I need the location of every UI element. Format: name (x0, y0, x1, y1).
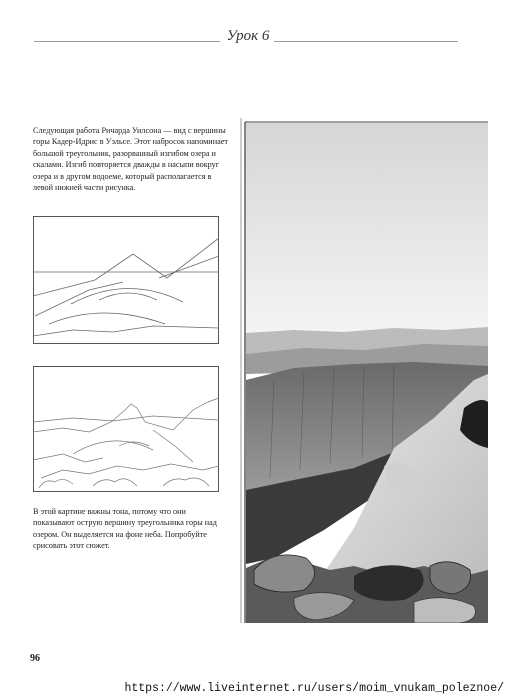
tone-paragraph: В этой картине важны тона, потому что они показывают острую вершину треугольника горы над озером. Он выделяется на фоне неба. Попробуйте срисовать этот сюжет. (33, 507, 217, 551)
construction-sketch-icon (33, 216, 219, 344)
pencil-landscape-drawing-icon (234, 118, 488, 623)
header-rule-left (34, 41, 220, 42)
lesson-heading: Урок 6 (226, 28, 270, 44)
header-rule-right (274, 41, 458, 42)
outline-sketch-icon (33, 366, 219, 492)
intro-paragraph: Следующая работа Ричарда Уилсона — вид с вершины горы Кадер-Идрис в Уэльсе. Этот набросок напоминает большой треугольник, разорванный изгибом озера и скалами. Изгиб повторяется дважды в насыпи вокруг озера и в другом водоеме, который располагается в левой нижней части рисунка. (33, 126, 228, 193)
source-url: https://www.liveinternet.ru/users/moim_vnukam_poleznoe/ (124, 682, 504, 695)
page-number: 96 (30, 653, 40, 664)
